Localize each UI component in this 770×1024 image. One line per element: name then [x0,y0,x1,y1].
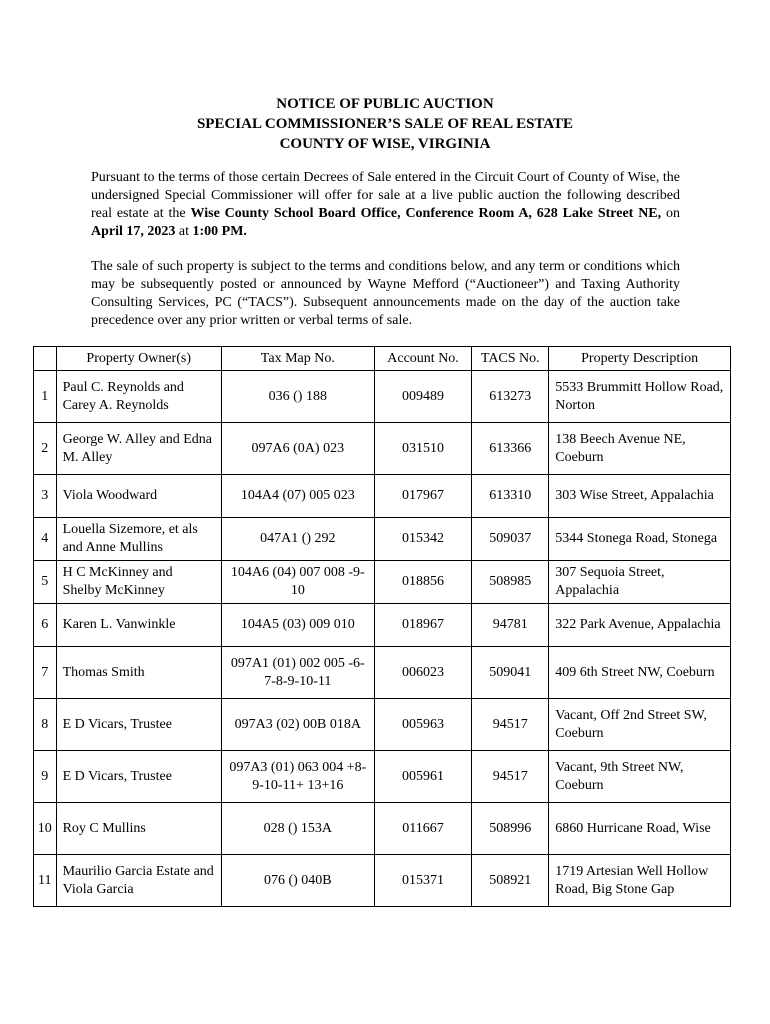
property-description: 303 Wise Street, Appalachia [549,475,731,518]
table-row [34,699,731,751]
tax-map-number: 076 () 040B [221,855,374,907]
tax-map-number: 104A6 (04) 007 008 -9-10 [221,561,374,604]
row-number: 2 [34,423,57,475]
header-property-owner: Property Owner(s) [56,347,221,371]
tacs-number: 508996 [472,803,549,855]
property-owner: Viola Woodward [56,475,221,518]
tax-map-number: 028 () 153A [221,803,374,855]
auction-details-paragraph [91,169,680,241]
tax-map-number: 047A1 () 292 [221,518,374,561]
table-row [34,855,731,907]
account-number: 018856 [374,561,472,604]
account-number: 031510 [374,423,472,475]
account-number: 018967 [374,604,472,647]
account-number: 005961 [374,751,472,803]
paragraph-on: on [661,206,680,221]
table-row [34,604,731,647]
auction-location: Wise County School Board Office, Conference Room A, 628 Lake Street NE, [190,206,662,221]
tax-map-number: 036 () 188 [221,371,374,423]
terms-paragraph: The sale of such property is subject to the terms and conditions below, and any term or conditions which may be subsequently posted or announced by Wayne Mefford (“Auctioneer”) and Taxing Authority Consulting Services, PC (“TACS”). Subsequent announcements made on the day of the auction take precedence over any prior written or verbal terms of sale. [91,259,680,328]
row-number: 10 [34,803,57,855]
tacs-number: 613366 [472,423,549,475]
row-number: 7 [34,647,57,699]
property-owner: Louella Sizemore, et als and Anne Mullins [56,518,221,561]
property-description: 5344 Stonega Road, Stonega [549,518,731,561]
account-number: 011667 [374,803,472,855]
tacs-number: 94517 [472,751,549,803]
row-number: 9 [34,751,57,803]
property-description: 5533 Brummitt Hollow Road, Norton [549,371,731,423]
title-line-3: COUNTY OF WISE, VIRGINIA [279,136,491,152]
property-owner: H C McKinney and Shelby McKinney [56,561,221,604]
property-owner: E D Vicars, Trustee [56,699,221,751]
row-number: 11 [34,855,57,907]
account-number: 015371 [374,855,472,907]
tacs-number: 509041 [472,647,549,699]
property-description: Vacant, 9th Street NW, Coeburn [549,751,731,803]
table-row [34,371,731,423]
property-description: 322 Park Avenue, Appalachia [549,604,731,647]
property-description: 409 6th Street NW, Coeburn [549,647,731,699]
property-description: 6860 Hurricane Road, Wise [549,803,731,855]
property-owner: Maurilio Garcia Estate and Viola Garcia [56,855,221,907]
tacs-number: 508985 [472,561,549,604]
account-number: 015342 [374,518,472,561]
account-number: 006023 [374,647,472,699]
tacs-number: 509037 [472,518,549,561]
row-number: 8 [34,699,57,751]
notice-title [0,94,770,154]
property-description: Vacant, Off 2nd Street SW, Coeburn [549,699,731,751]
title-line-2: SPECIAL COMMISSIONER’S SALE OF REAL ESTATE [196,116,574,132]
tax-map-number: 097A3 (02) 00B 018A [221,699,374,751]
auction-time: 1:00 PM. [192,224,247,239]
header-account: Account No. [374,347,472,371]
table-row [34,751,731,803]
property-owner: Roy C Mullins [56,803,221,855]
property-owner: Paul C. Reynolds and Carey A. Reynolds [56,371,221,423]
row-number: 3 [34,475,57,518]
table-row [34,475,731,518]
row-number: 1 [34,371,57,423]
property-owner: Thomas Smith [56,647,221,699]
row-number: 5 [34,561,57,604]
account-number: 005963 [374,699,472,751]
tacs-number: 613273 [472,371,549,423]
tacs-number: 613310 [472,475,549,518]
paragraph-intro: Pursuant to the terms of those certain Decrees of Sale entered in the Circuit Court of County of Wise, the undersigned Special Commissioner will offer for sale at a live public auction the following described real estate at the [91,170,680,221]
table-header-row [34,347,731,371]
tax-map-number: 097A3 (01) 063 004 +8-9-10-11+ 13+16 [221,751,374,803]
row-number: 4 [34,518,57,561]
table-row [34,423,731,475]
table-row [34,803,731,855]
property-owner: E D Vicars, Trustee [56,751,221,803]
property-table [33,346,731,907]
table-row [34,518,731,561]
header-description: Property Description [549,347,731,371]
tacs-number: 508921 [472,855,549,907]
account-number: 009489 [374,371,472,423]
account-number: 017967 [374,475,472,518]
table-row [34,647,731,699]
header-tax-map: Tax Map No. [221,347,374,371]
table-row [34,561,731,604]
tacs-number: 94517 [472,699,549,751]
property-description: 307 Sequoia Street, Appalachia [549,561,731,604]
header-tacs: TACS No. [472,347,549,371]
tacs-number: 94781 [472,604,549,647]
tax-map-number: 097A1 (01) 002 005 -6-7-8-9-10-11 [221,647,374,699]
property-description: 138 Beech Avenue NE, Coeburn [549,423,731,475]
property-owner: Karen L. Vanwinkle [56,604,221,647]
tax-map-number: 104A5 (03) 009 010 [221,604,374,647]
row-number: 6 [34,604,57,647]
header-row-number [34,347,57,371]
property-description: 1719 Artesian Well Hollow Road, Big Stone Gap [549,855,731,907]
tax-map-number: 104A4 (07) 005 023 [221,475,374,518]
paragraph-at: at [175,224,193,239]
auction-date: April 17, 2023 [91,224,176,239]
tax-map-number: 097A6 (0A) 023 [221,423,374,475]
title-line-1: NOTICE OF PUBLIC AUCTION [276,96,494,112]
property-owner: George W. Alley and Edna M. Alley [56,423,221,475]
